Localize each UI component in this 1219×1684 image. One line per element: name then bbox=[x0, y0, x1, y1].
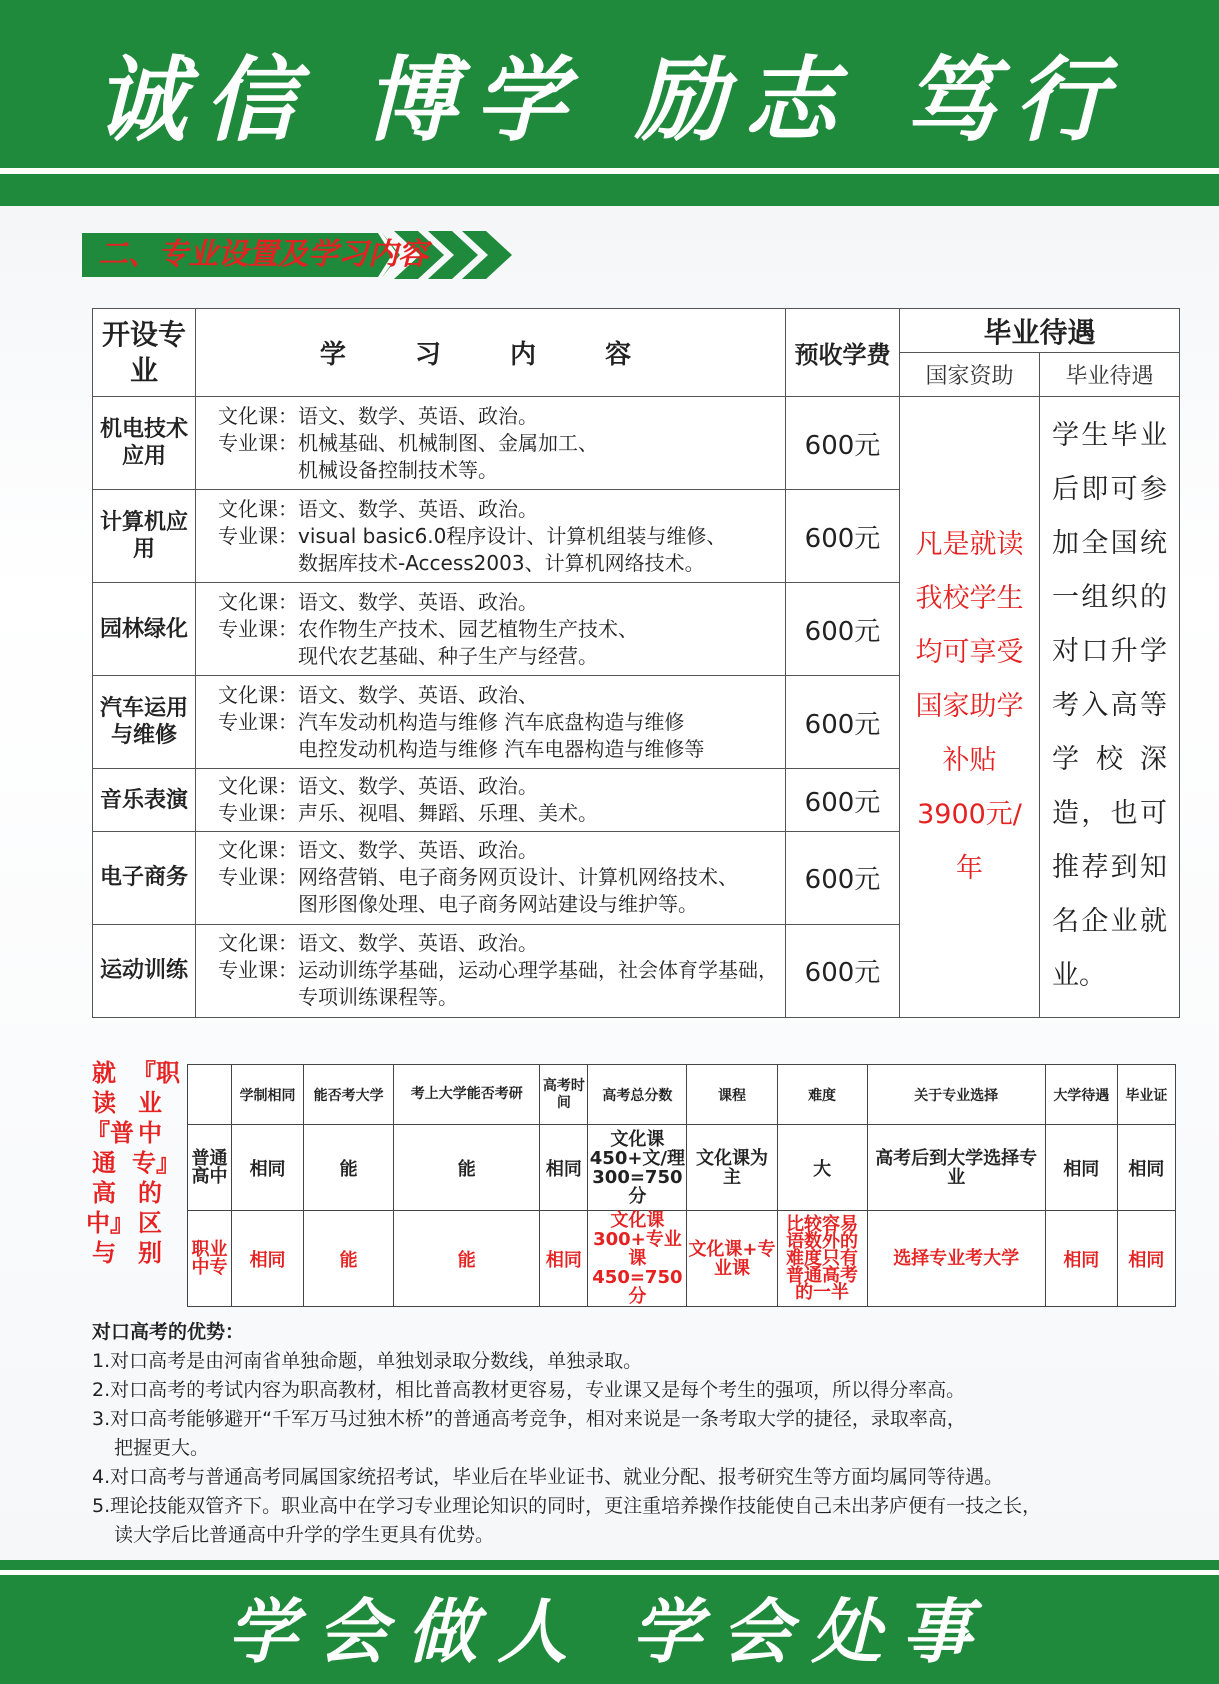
compare-cell: 能 bbox=[304, 1211, 394, 1307]
compare-cell: 文化课450+文/理300=750分 bbox=[588, 1125, 687, 1211]
major-content bbox=[196, 924, 786, 1017]
compare-side-label bbox=[82, 1058, 182, 1288]
major-content bbox=[196, 769, 786, 831]
compare-cell: 能 bbox=[394, 1211, 540, 1307]
major-name: 汽车运用与维修 bbox=[93, 676, 196, 769]
compare-cell: 相同 bbox=[1045, 1125, 1117, 1211]
major-name: 计算机应用 bbox=[93, 490, 196, 583]
major-name: 电子商务 bbox=[93, 831, 196, 924]
compare-header: 毕业证 bbox=[1117, 1065, 1175, 1125]
compare-header: 高考时间 bbox=[540, 1065, 588, 1125]
major-name: 机电技术应用 bbox=[93, 397, 196, 490]
major-content bbox=[196, 583, 786, 676]
prof-line-2: 现代农艺基础、种子生产与经营。 bbox=[298, 643, 598, 668]
section-title bbox=[82, 227, 532, 283]
advantages-section bbox=[92, 1318, 1192, 1550]
prof-line-2: 图形图像处理、电子商务网站建设与维护等。 bbox=[298, 892, 698, 917]
major-fee: 600元 bbox=[786, 924, 900, 1017]
compare-header: 大学待遇 bbox=[1045, 1065, 1117, 1125]
culture-line: 文化课：语文、数学、英语、政治。 bbox=[218, 589, 538, 614]
aid-text: 凡是就读我校学生均可享受国家助学补贴3900元/年 bbox=[900, 397, 1040, 1018]
compare-cell: 高考后到大学选择专业 bbox=[867, 1125, 1045, 1211]
prof-line-2: 机械设备控制技术等。 bbox=[298, 457, 498, 482]
header-motto: 诚信 博学 励志 笃行 bbox=[94, 46, 1125, 154]
prof-line-2: 专项训练课程等。 bbox=[298, 985, 458, 1010]
compare-header: 难度 bbox=[777, 1065, 867, 1125]
header-treatment: 毕业待遇 bbox=[900, 309, 1180, 353]
prof-line: 专业课：visual basic6.0程序设计、计算机组装与维修、 bbox=[218, 523, 727, 548]
prof-line: 专业课：汽车发动机构造与维修 汽车底盘构造与维修 bbox=[218, 709, 685, 734]
compare-cell: 相同 bbox=[1045, 1211, 1117, 1307]
header-stripe-lower bbox=[0, 181, 1219, 206]
treatment-text: 学生毕业后即可参加全国统一组织的对口升学考入高等学校深造，也可推荐到知名企业就业。 bbox=[1040, 397, 1180, 1018]
prof-line: 专业课：机械基础、机械制图、金属加工、 bbox=[218, 430, 598, 455]
advantage-item: 4.对口高考与普通高考同属国家统招考试，毕业后在毕业证书、就业分配、报考研究生等方面均属同等待遇。 bbox=[92, 1466, 1004, 1488]
compare-cell: 选择专业考大学 bbox=[867, 1211, 1045, 1307]
footer-banner bbox=[0, 1560, 1219, 1684]
advantage-item: 3.对口高考能够避开“千军万马过独木桥”的普通高考竞争，相对来说是一条考取大学的捷径，录取率高， bbox=[92, 1408, 966, 1430]
culture-line: 文化课：语文、数学、英语、政治。 bbox=[218, 774, 538, 799]
major-content bbox=[196, 397, 786, 490]
compare-header: 高考总分数 bbox=[588, 1065, 687, 1125]
advantage-item: 1.对口高考是由河南省单独命题，单独划录取分数线，单独录取。 bbox=[92, 1350, 643, 1372]
compare-cell: 比较容易语数外的难度只有普通高考的一半 bbox=[777, 1211, 867, 1307]
compare-cell: 能 bbox=[304, 1125, 394, 1211]
advantage-item: 5.理论技能双管齐下。职业高中在学习专业理论知识的同时，更注重培养操作技能使自己未出茅庐便有一技之长， bbox=[92, 1495, 1042, 1517]
compare-cell: 相同 bbox=[1117, 1211, 1175, 1307]
footer-motto: 学会做人 学会处事 bbox=[227, 1590, 992, 1673]
advantage-item-continued: 读大学后比普通高中升学的学生更具有优势。 bbox=[114, 1524, 495, 1546]
table-row bbox=[93, 397, 1180, 490]
header-stripe bbox=[0, 168, 1219, 174]
compare-header: 课程 bbox=[687, 1065, 777, 1125]
prof-line-2: 数据库技术-Access2003、计算机网络技术。 bbox=[298, 550, 705, 575]
prof-line-2: 电控发动机构造与维修 汽车电器构造与维修等 bbox=[298, 736, 705, 761]
advantage-item: 2.对口高考的考试内容为职高教材，相比普高教材更容易，专业课又是每个考生的强项，所以得分率高。 bbox=[92, 1379, 966, 1401]
compare-row-highschool bbox=[188, 1125, 1176, 1211]
compare-cell: 文化课为主 bbox=[687, 1125, 777, 1211]
culture-line: 文化课：语文、数学、英语、政治、 bbox=[218, 682, 538, 707]
major-fee: 600元 bbox=[786, 676, 900, 769]
prof-line: 专业课：运动训练学基础，运动心理学基础，社会体育学基础， bbox=[218, 958, 778, 983]
compare-cell: 相同 bbox=[540, 1125, 588, 1211]
compare-cell: 文化课300+专业课450=750分 bbox=[588, 1211, 687, 1307]
major-name: 运动训练 bbox=[93, 924, 196, 1017]
compare-cell: 相同 bbox=[232, 1125, 304, 1211]
culture-line: 文化课：语文、数学、英语、政治。 bbox=[218, 931, 538, 956]
major-fee: 600元 bbox=[786, 397, 900, 490]
compare-corner bbox=[188, 1065, 232, 1125]
compare-cell: 能 bbox=[394, 1125, 540, 1211]
major-fee: 600元 bbox=[786, 769, 900, 831]
compare-table bbox=[187, 1064, 1176, 1307]
major-name: 园林绿化 bbox=[93, 583, 196, 676]
compare-cell: 文化课+专业课 bbox=[687, 1211, 777, 1307]
advantages-title: 对口高考的优势： bbox=[92, 1321, 245, 1343]
compare-cell: 大 bbox=[777, 1125, 867, 1211]
compare-side-left: 就读『普通高中』与 bbox=[86, 1059, 134, 1267]
compare-header: 关于专业选择 bbox=[867, 1065, 1045, 1125]
compare-cell: 相同 bbox=[232, 1211, 304, 1307]
compare-cell: 相同 bbox=[1117, 1125, 1175, 1211]
row-label: 普通高中 bbox=[188, 1125, 232, 1211]
compare-row-vocational bbox=[188, 1211, 1176, 1307]
major-content bbox=[196, 676, 786, 769]
compare-header: 能否考大学 bbox=[304, 1065, 394, 1125]
section-title-label: 二、专业设置及学习内容 bbox=[98, 237, 428, 272]
header-grad: 毕业待遇 bbox=[1040, 353, 1180, 397]
footer-stripe bbox=[0, 1570, 1219, 1575]
culture-line: 文化课：语文、数学、英语、政治。 bbox=[218, 838, 538, 863]
prof-line: 专业课：网络营销、电子商务网页设计、计算机网络技术、 bbox=[218, 865, 738, 890]
prof-line: 专业课：农作物生产技术、园艺植物生产技术、 bbox=[218, 616, 638, 641]
header-content: 学 习 内 容 bbox=[196, 309, 786, 397]
compare-header: 学制相同 bbox=[232, 1065, 304, 1125]
advantage-item-continued: 把握更大。 bbox=[114, 1437, 210, 1459]
compare-header-row bbox=[188, 1065, 1176, 1125]
header-banner bbox=[0, 0, 1219, 206]
header-fee: 预收学费 bbox=[786, 309, 900, 397]
prof-line: 专业课：声乐、视唱、舞蹈、乐理、美术。 bbox=[218, 801, 598, 826]
culture-line: 文化课：语文、数学、英语、政治。 bbox=[218, 403, 538, 428]
compare-header: 考上大学能否考研 bbox=[394, 1065, 540, 1125]
major-fee: 600元 bbox=[786, 831, 900, 924]
major-fee: 600元 bbox=[786, 490, 900, 583]
row-label: 职业中专 bbox=[188, 1211, 232, 1307]
header-major: 开设专业 bbox=[93, 309, 196, 397]
major-content bbox=[196, 831, 786, 924]
major-name: 音乐表演 bbox=[93, 769, 196, 831]
major-table bbox=[92, 308, 1180, 1018]
major-content bbox=[196, 490, 786, 583]
compare-cell: 相同 bbox=[540, 1211, 588, 1307]
major-fee: 600元 bbox=[786, 583, 900, 676]
header-aid: 国家资助 bbox=[900, 353, 1040, 397]
culture-line: 文化课：语文、数学、英语、政治。 bbox=[218, 496, 538, 521]
compare-side-right: 『职业中专』的区别 bbox=[132, 1059, 180, 1267]
